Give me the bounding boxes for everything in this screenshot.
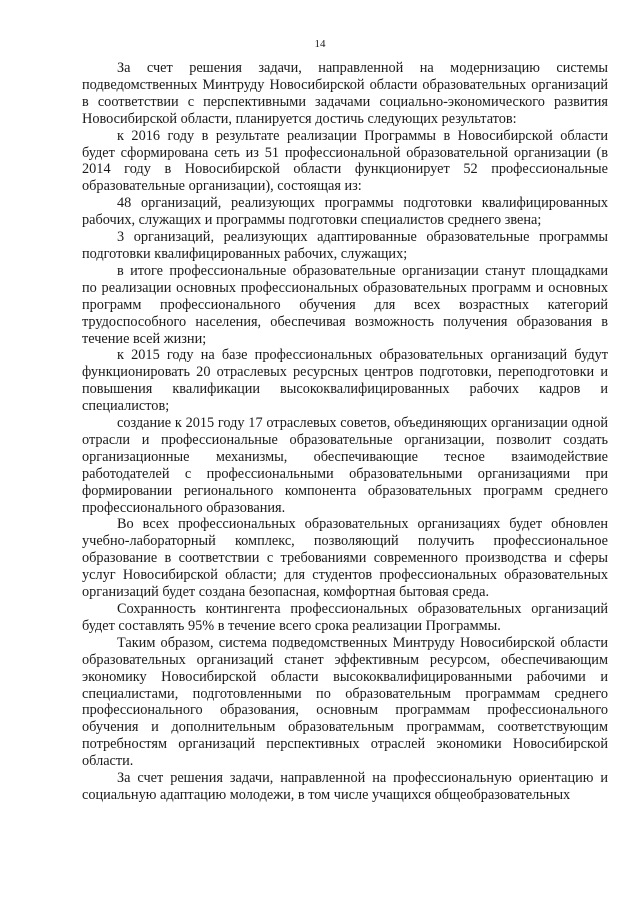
paragraph-career-guidance: За счет решения задачи, направленной на профессиональную ориентацию и социальную адаптацию молодежи, в том числе учащихся общеобразовательных xyxy=(82,770,608,803)
paragraph-network-2016: к 2016 году в результате реализации Программы в Новосибирской области будет сформирована сеть из 51 профессиональной образовательной организации (в 2014 году в Новосибирской области функционирует 52 профессиональные образовательные организации), состоящая из: xyxy=(82,127,608,195)
paragraph-lab-complex: Во всех профессиональных образовательных организациях будет обновлен учебно-лабораторный комплекс, позволяющий получить профессиональное образование в соответствии с требованиями современного производства и сферы услуг Новосибирской области; для студентов профессиональных образовательных организаций будет создана безопасная, комфортная бытовая среда. xyxy=(82,516,608,601)
paragraph-retention: Сохранность контингента профессиональных образовательных организаций будет составлять 95% в течение всего срока реализации Программы. xyxy=(82,601,608,634)
paragraph-3-organizations: 3 организаций, реализующих адаптированные образовательные программы подготовки квалифицированных рабочих, служащих; xyxy=(82,229,608,262)
paragraph-industry-councils: создание к 2015 году 17 отраслевых советов, объединяющих организации одной отрасли и профессиональные образовательные организации, позволит создать организационные механизмы, обеспечивающие тесное взаимодействие работодателей с профессиональными образовательными организациями при формировании регионального компонента образовательных программ среднего профессионального образования. xyxy=(82,415,608,516)
paragraph-48-organizations: 48 организаций, реализующих программы подготовки квалифицированных рабочих, служащих и программы подготовки специалистов среднего звена; xyxy=(82,195,608,229)
page-number: 14 xyxy=(314,38,326,50)
paragraph-modernization-intro: За счет решения задачи, направленной на модернизацию системы подведомственных Минтруду Новосибирской области образовательных организаций в соответствии с перспективными задачами социально-экономического развития Новосибирской области, планируется достичь следующих результатов: xyxy=(82,60,608,127)
paragraph-summary: Таким образом, система подведомственных Минтруду Новосибирской области образовательных организаций станет эффективным ресурсом, обеспечивающим экономику Новосибирской области высококвалифицированными рабочими и специалистами, подготовленными по образовательным программам среднего профессионального образования, основным программам профессионального обучения и дополнительным образовательным программам, соответствующим потребностям организаций перспективных отраслей экономики Новосибирской области. xyxy=(82,634,608,770)
paragraph-resource-centers-2015: к 2015 году на базе профессиональных образовательных организаций будут функционировать 20 отраслевых ресурсных центров подготовки, переподготовки и повышения квалификации высококвалифицированных рабочих кадров и специалистов; xyxy=(82,347,608,415)
paragraph-platforms: в итоге профессиональные образовательные организации станут площадками по реализации основных профессиональных образовательных программ и основных программ профессионального обучения для всех возрастных категорий трудоспособного населения, обеспечивая возможность получения образования в течение всей жизни; xyxy=(82,262,608,347)
document-body xyxy=(82,60,608,804)
